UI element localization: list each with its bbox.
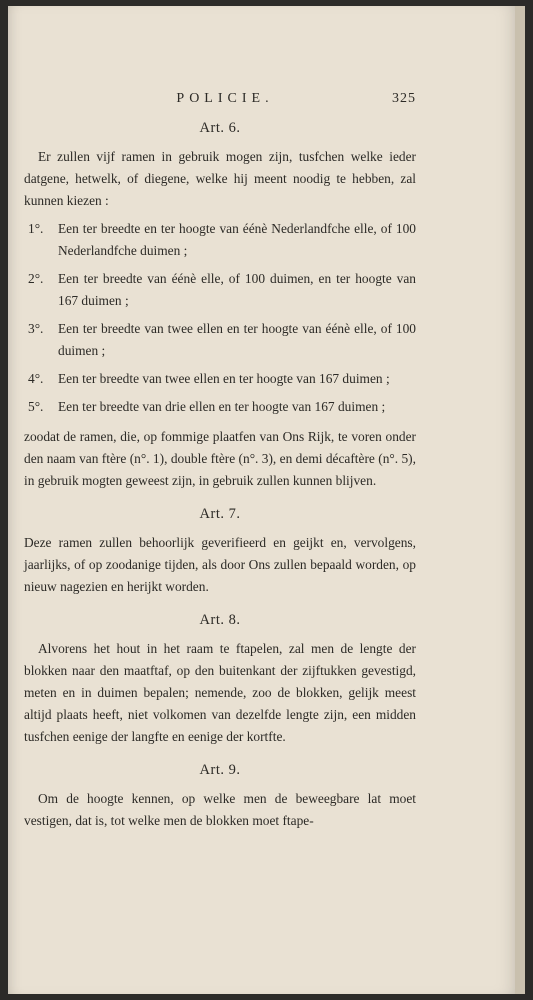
page-edge xyxy=(515,6,525,994)
item-number: 4°. xyxy=(28,371,44,386)
article-6-closing: zoodat de ramen, die, op fommige plaatfen van Ons Rijk, te voren onder den naam van ftère (n°. 1), double ftère (n°. 3), en demi décaftère (n°. 5), in gebruik mogten geweest zijn, in gebruik zullen kunnen blijven. xyxy=(24,429,416,488)
list-item xyxy=(24,368,416,390)
article-8-text: Alvorens het hout in het raam te ftapelen, zal men de lengte der blokken naar den maatftaf, op den buitenkant der zijftukken gevestigd, meten en in duimen bepalen; nemende, zoo de blokken, gelijk meest altijd plaats heeft, niet volkomen van dezelfde lengte zijn, een midden tusfchen eenige der langfte en eenige der kortfte. xyxy=(24,641,416,744)
article-9-text: Om de hoogte kennen, op welke men de beweegbare lat moet vestigen, dat is, tot welke men de blokken moet ftape- xyxy=(24,791,416,828)
list-item xyxy=(24,318,416,362)
running-head-title: POLICIE. xyxy=(176,91,274,106)
item-number: 5°. xyxy=(28,399,44,414)
list-item xyxy=(24,218,416,262)
list-item xyxy=(24,396,416,418)
article-7-heading: Art. 7. xyxy=(199,506,241,522)
article-7-text: Deze ramen zullen behoorlijk geverifieerd en geijkt en, vervolgens, jaarlijks, of op zoodanige tijden, als door Ons zullen bepaald worden, op nieuw nagezien en herijkt worden. xyxy=(24,535,416,594)
item-text: Een ter breedte van twee ellen en ter hoogte van éénè elle, of 100 duimen ; xyxy=(58,321,416,358)
item-text: Een ter breedte van drie ellen en ter hoogte van 167 duimen ; xyxy=(58,399,386,414)
item-text: Een ter breedte van twee ellen en ter hoogte van 167 duimen ; xyxy=(58,371,390,386)
article-9-heading: Art. 9. xyxy=(199,762,241,778)
article-8-heading: Art. 8. xyxy=(199,612,241,628)
article-6-heading: Art. 6. xyxy=(199,120,241,136)
article-6-intro: Er zullen vijf ramen in gebruik mogen zijn, tusfchen welke ieder datgene, hetwelk, of diegene, welke hij meent noodig te hebben, zal kunnen kiezen : xyxy=(24,149,416,208)
item-text: Een ter breedte van éénè elle, of 100 duimen, en ter hoogte van 167 duimen ; xyxy=(58,271,416,308)
item-number: 3°. xyxy=(28,321,44,336)
item-number: 2°. xyxy=(28,271,44,286)
page-text xyxy=(24,88,416,832)
item-number: 1°. xyxy=(28,221,44,236)
running-head xyxy=(24,88,416,114)
item-text: Een ter breedte en ter hoogte van éénè Nederlandfche elle, of 100 Nederlandfche duimen ; xyxy=(58,221,416,258)
list-item xyxy=(24,268,416,312)
page-number: 325 xyxy=(392,91,416,106)
